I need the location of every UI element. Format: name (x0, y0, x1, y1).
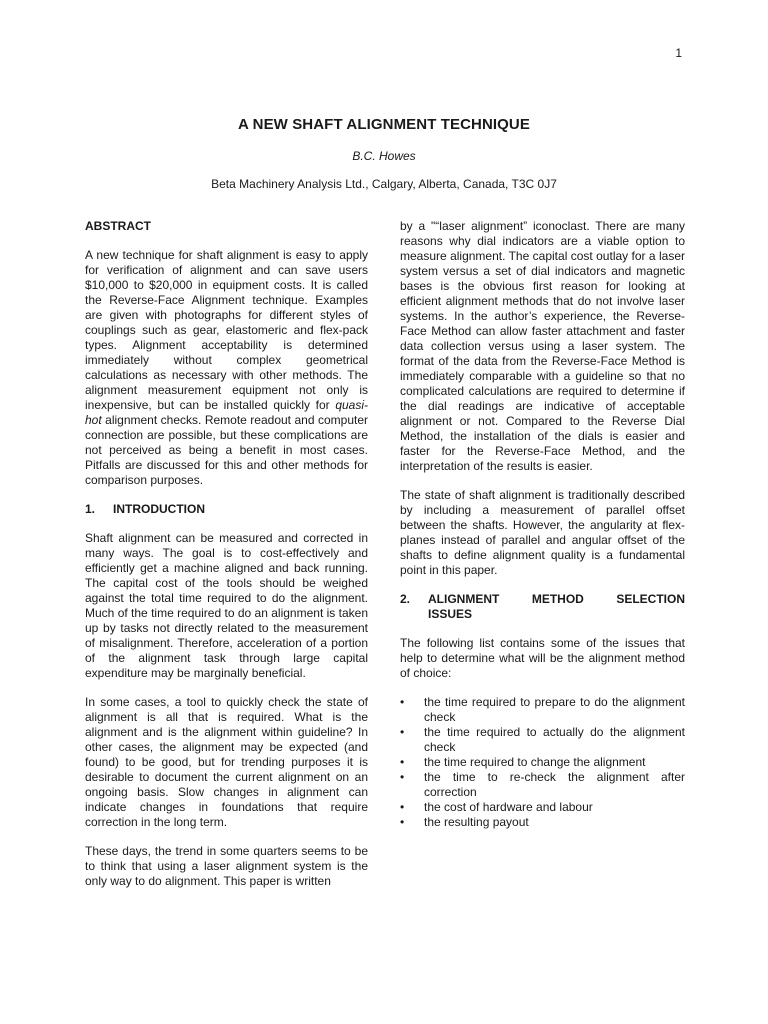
paper-title: A NEW SHAFT ALIGNMENT TECHNIQUE (238, 116, 530, 133)
list-item-text: the time required to actually do the alignment check (424, 725, 685, 754)
list-item-text: the time required to prepare to do the alignment check (424, 695, 685, 724)
abstract-text-part1: A new technique for shaft alignment is easy to apply for verification of alignment and can save users $10,000 to $20,000 in equipment costs. It is called the Reverse-Face Alignment technique. Examples are given with photographs for different styles of couplings such as gear, elastomeric and flex-pack types. Alignment acceptability is determined immediately without complex geometrical calculations as necessary with other methods. The alignment measurement equipment not only is inexpensive, but can be installed quickly for (85, 248, 368, 412)
bullet-icon: • (400, 695, 405, 709)
bullet-icon: • (400, 755, 405, 769)
section1-heading (85, 502, 368, 517)
section2-number: 2. (400, 592, 411, 606)
bullet-icon: • (400, 725, 405, 739)
author-name: B.C. Howes (352, 149, 416, 163)
continued-paragraph: by a "“laser alignment” iconoclast. There are many reasons why dial indicators are a viable option to measure alignment. The capital cost outlay for a laser system versus a set of dial indicators and magnetic bases is the obvious first reason for looking at efficient alignment methods that do not involve laser systems. In the author’s experience, the Reverse-Face Method can allow faster attachment and faster data collection versus using a laser system. The format of the data from the Reverse-Face Method is immediately comparable with a guideline so that no complicated calculations are required to determine if the dial readings are indicative of acceptable alignment or not. Compared to the Reverse Dial Method, the installation of the dials is easier and faster for the Reverse-Face Method, and the interpretation of the results is easier. (400, 219, 685, 473)
list-item (400, 815, 685, 830)
list-item (400, 725, 685, 755)
list-item (400, 755, 685, 770)
section2-intro: The following list contains some of the issues that help to determine what will be the alignment method of choice: (400, 636, 685, 680)
bullet-icon: • (400, 800, 405, 814)
list-item-text: the time to re-check the alignment after correction (424, 770, 685, 799)
author-affiliation: Beta Machinery Analysis Ltd., Calgary, Alberta, Canada, T3C 0J7 (211, 177, 557, 191)
list-item-text: the cost of hardware and labour (424, 800, 593, 814)
list-item (400, 800, 685, 815)
left-column (85, 219, 368, 903)
bullet-icon: • (400, 770, 405, 784)
abstract-paragraph (85, 248, 368, 488)
bullet-icon: • (400, 815, 405, 829)
page-number: 1 (675, 46, 682, 60)
section2-title-line2: ISSUES (428, 607, 473, 621)
alignment-state-paragraph: The state of shaft alignment is traditionally described by including a measurement of parallel offset between the shafts. However, the angularity at flex-planes instead of parallel and angular offset of the shafts to define alignment quality is a fundamental point in this paper. (400, 488, 685, 577)
right-column (400, 219, 685, 830)
abstract-text-part2: alignment checks. Remote readout and computer connection are possible, but these complications are not perceived as being a benefit in most cases. Pitfalls are discussed for this and other methods for comparison purposes. (85, 413, 368, 487)
section2-heading (400, 592, 685, 622)
intro-paragraph-1: Shaft alignment can be measured and corrected in many ways. The goal is to cost-effectively and efficiently get a machine aligned and back running. The capital cost of the tools should be weighed against the total time required to do the alignment. Much of the time required to do an alignment is taken up by tasks not directly related to the measurement of misalignment. Therefore, acceleration of a portion of the alignment task through large capital expenditure may be marginally beneficial. (85, 531, 368, 680)
list-item (400, 695, 685, 725)
section2-title-line1: ALIGNMENT METHOD SELECTION (428, 592, 685, 606)
intro-paragraph-2: In some cases, a tool to quickly check the state of alignment is all that is required. What is the alignment and is the alignment within guideline? In other cases, the alignment may be expected (and found) to be good, but for trending purposes it is desirable to document the current alignment on an ongoing basis. Slow changes in alignment can indicate changes in foundations that require correction in the long term. (85, 695, 368, 829)
intro-paragraph-3: These days, the trend in some quarters seems to be to think that using a laser alignment system is the only way to do alignment. This paper is written (85, 844, 368, 888)
issues-list (400, 695, 685, 830)
section1-title: INTRODUCTION (113, 502, 205, 516)
section1-number: 1. (85, 502, 96, 516)
list-item-text: the resulting payout (424, 815, 529, 829)
abstract-italic-term: quasi-hot (85, 398, 368, 427)
abstract-heading: ABSTRACT (85, 219, 151, 233)
list-item (400, 770, 685, 800)
section2-title (428, 592, 685, 622)
list-item-text: the time required to change the alignment (424, 755, 646, 769)
